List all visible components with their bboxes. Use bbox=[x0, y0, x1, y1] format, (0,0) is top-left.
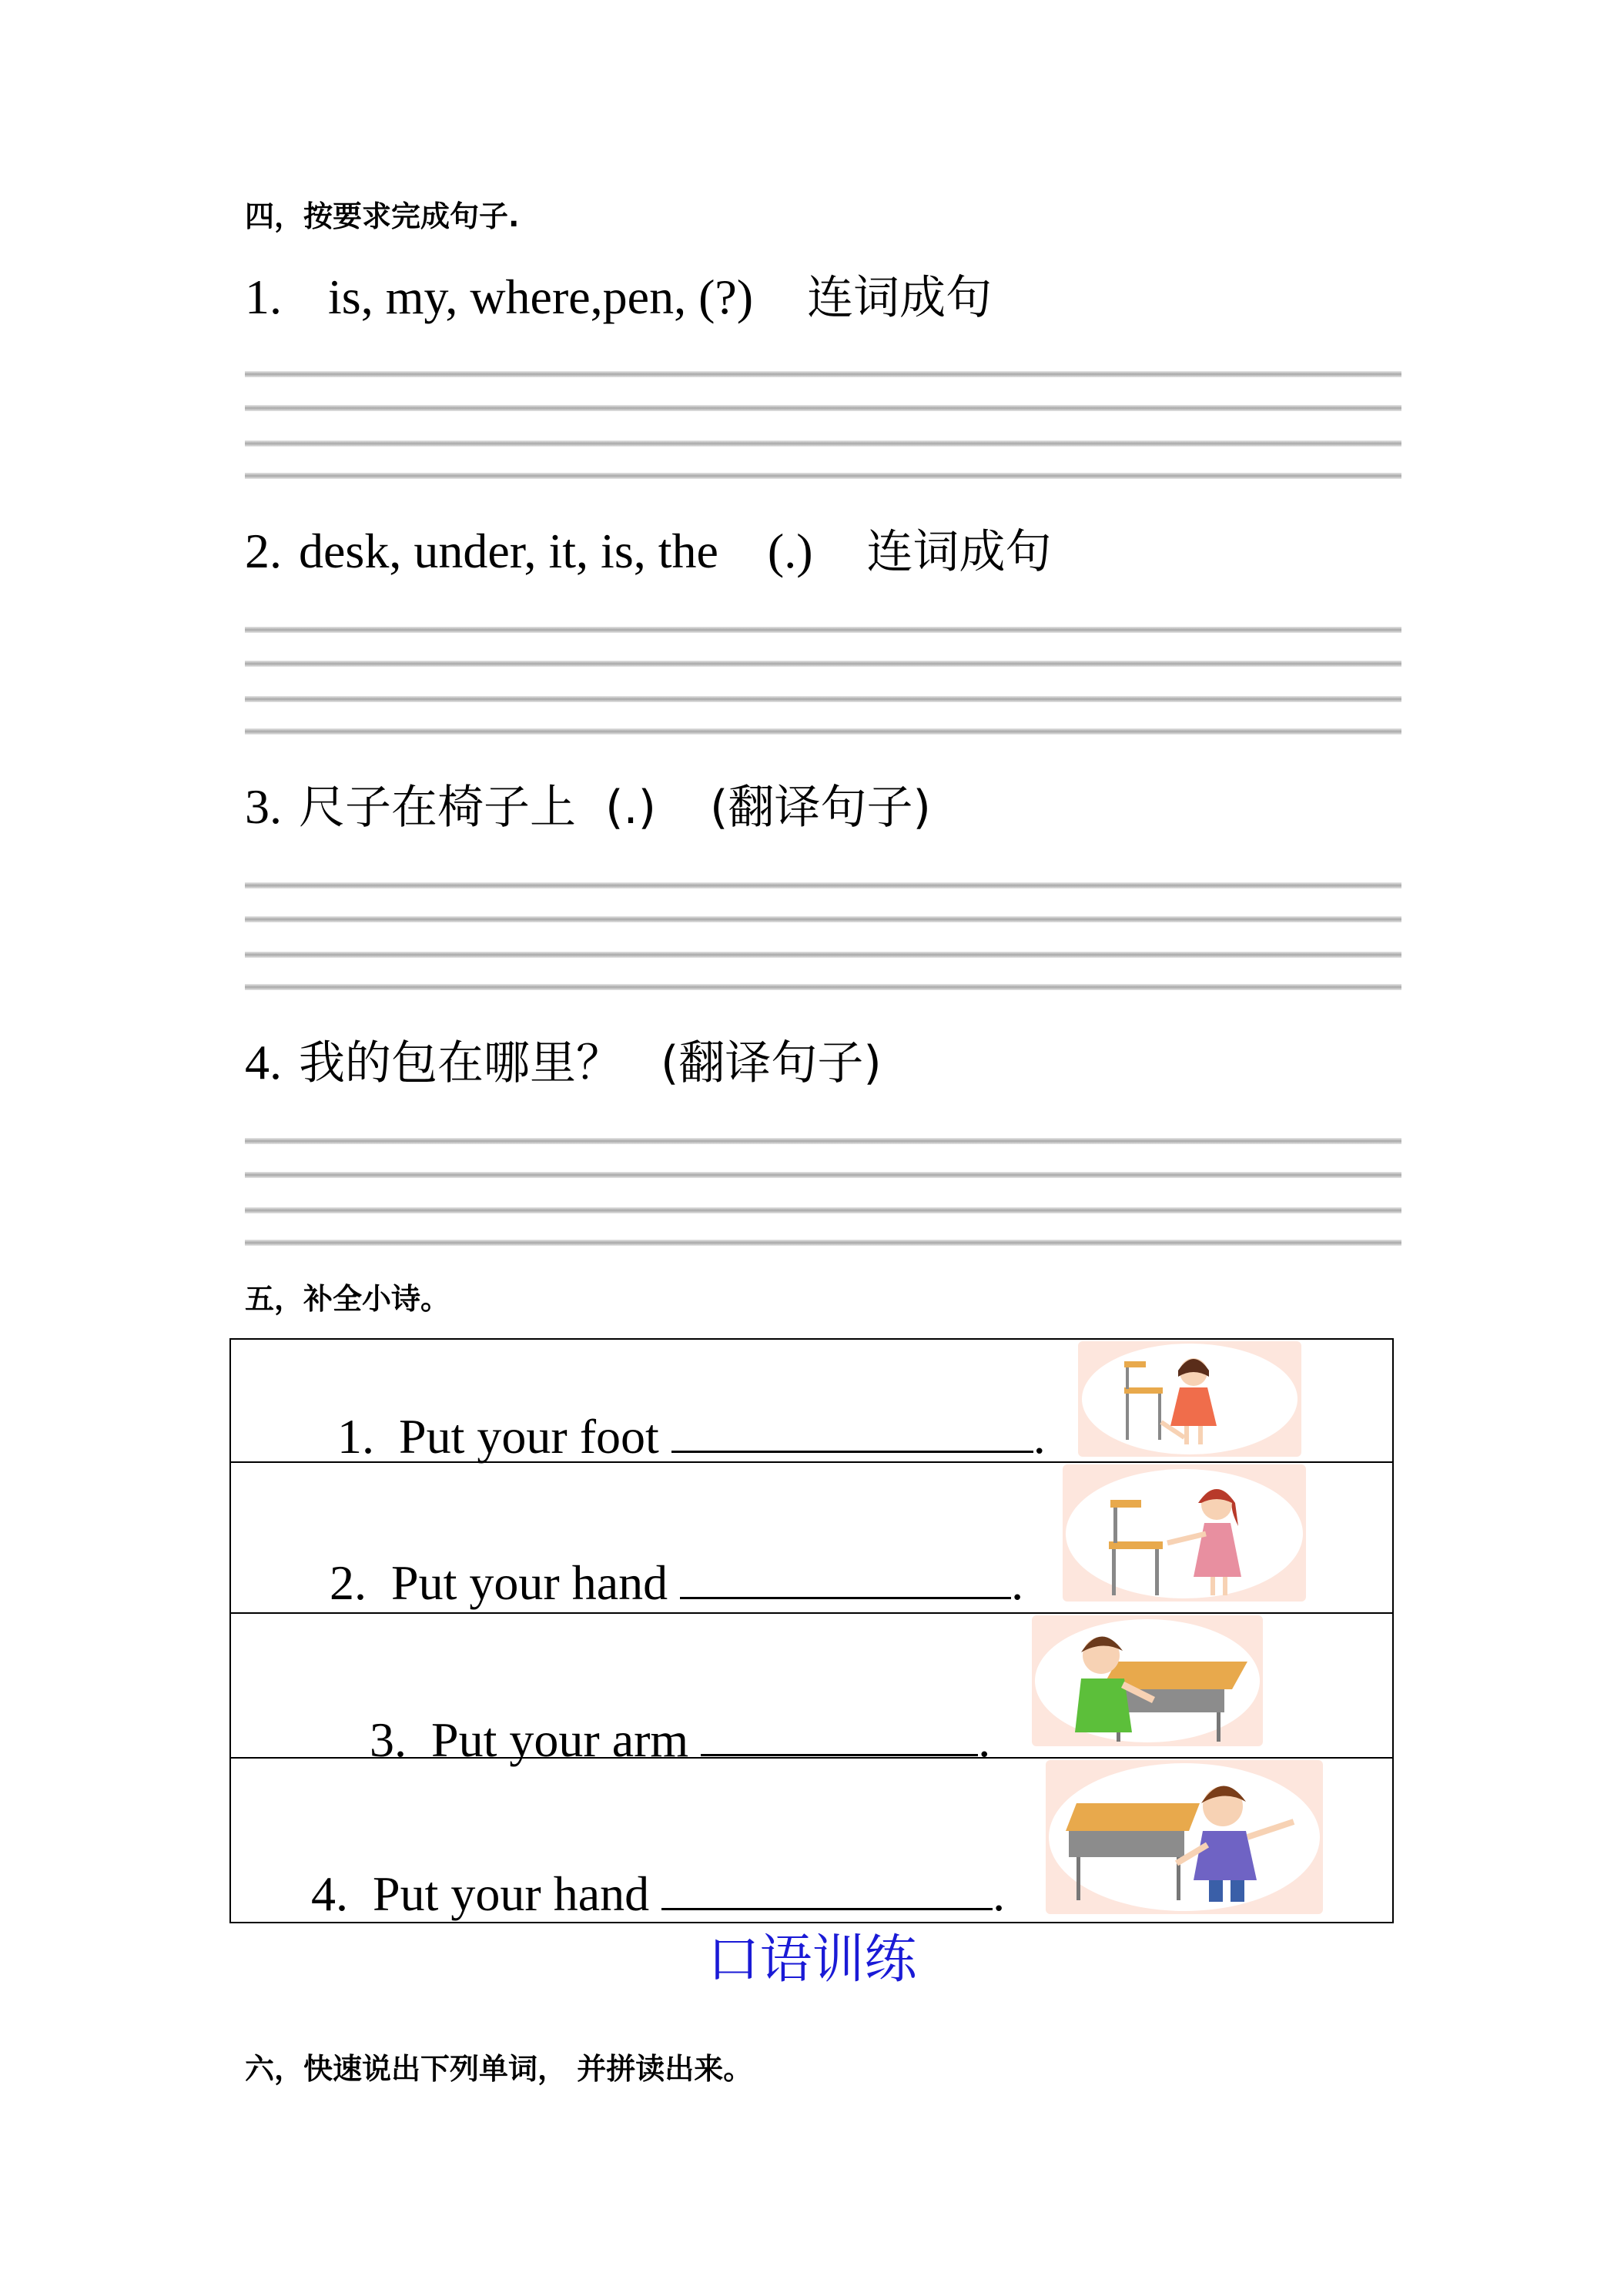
question-text: 尺子在椅子上 (.) bbox=[299, 781, 657, 835]
poem-row bbox=[231, 1759, 1392, 1925]
poem-line-4: 4. Put your hand . bbox=[311, 1866, 1006, 1921]
poem-row bbox=[231, 1614, 1392, 1767]
answer-lines-3[interactable] bbox=[245, 882, 1401, 990]
answer-lines-4[interactable] bbox=[245, 1138, 1401, 1246]
question-3 bbox=[245, 779, 931, 835]
poem-line-2: 2. Put your hand . bbox=[330, 1555, 1024, 1610]
question-number: 4. bbox=[245, 1035, 282, 1089]
line-text: Put your hand bbox=[373, 1866, 650, 1921]
line-number: 3. bbox=[370, 1712, 407, 1767]
answer-blank[interactable] bbox=[701, 1712, 978, 1756]
oral-training-title: 口语训练 bbox=[707, 1930, 917, 1990]
question-instruction: 连词成句 bbox=[866, 525, 1052, 579]
girl-hand-chair-illustration bbox=[1063, 1464, 1306, 1602]
boy-hand-desk-illustration bbox=[1046, 1760, 1323, 1914]
girl-foot-chair-illustration bbox=[1078, 1341, 1301, 1457]
line-number: 4. bbox=[311, 1866, 348, 1921]
line-text: Put your foot bbox=[399, 1409, 659, 1464]
question-instruction: 连词成句 bbox=[807, 271, 993, 325]
question-2 bbox=[245, 524, 1052, 579]
boy-arm-desk-illustration bbox=[1032, 1615, 1263, 1746]
answer-blank[interactable] bbox=[680, 1555, 1011, 1599]
answer-blank[interactable] bbox=[661, 1866, 993, 1910]
question-text: is, my, where,pen, (?) bbox=[328, 269, 754, 324]
poem-line-1: 1. Put your foot . bbox=[337, 1409, 1046, 1464]
line-number: 2. bbox=[330, 1555, 367, 1610]
question-4 bbox=[245, 1035, 882, 1090]
question-number: 1. bbox=[245, 269, 282, 324]
line-number: 1. bbox=[337, 1409, 374, 1464]
answer-blank[interactable] bbox=[671, 1409, 1033, 1453]
section6-heading: 六，快速说出下列单词， 并拼读出来。 bbox=[245, 2052, 753, 2086]
question-1 bbox=[245, 269, 993, 325]
answer-lines-2[interactable] bbox=[245, 627, 1401, 735]
question-number: 3. bbox=[245, 779, 282, 834]
section4-heading: 四，按要求完成句子. bbox=[245, 199, 520, 233]
poem-row bbox=[231, 1340, 1392, 1463]
question-text: desk, under, it, is, the (.) bbox=[299, 524, 813, 578]
line-text: Put your hand bbox=[391, 1555, 668, 1610]
poem-table bbox=[229, 1338, 1394, 1923]
question-number: 2. bbox=[245, 524, 282, 578]
poem-row bbox=[231, 1463, 1392, 1614]
question-instruction: (翻译句子) bbox=[710, 781, 931, 835]
question-instruction: (翻译句子) bbox=[661, 1036, 882, 1090]
poem-line-3: 3. Put your arm . bbox=[370, 1712, 991, 1767]
section5-heading: 五，补全小诗。 bbox=[245, 1282, 450, 1316]
line-text: Put your arm bbox=[431, 1712, 689, 1767]
question-text: 我的包在哪里？ bbox=[299, 1036, 622, 1090]
answer-lines-1[interactable] bbox=[245, 371, 1401, 479]
